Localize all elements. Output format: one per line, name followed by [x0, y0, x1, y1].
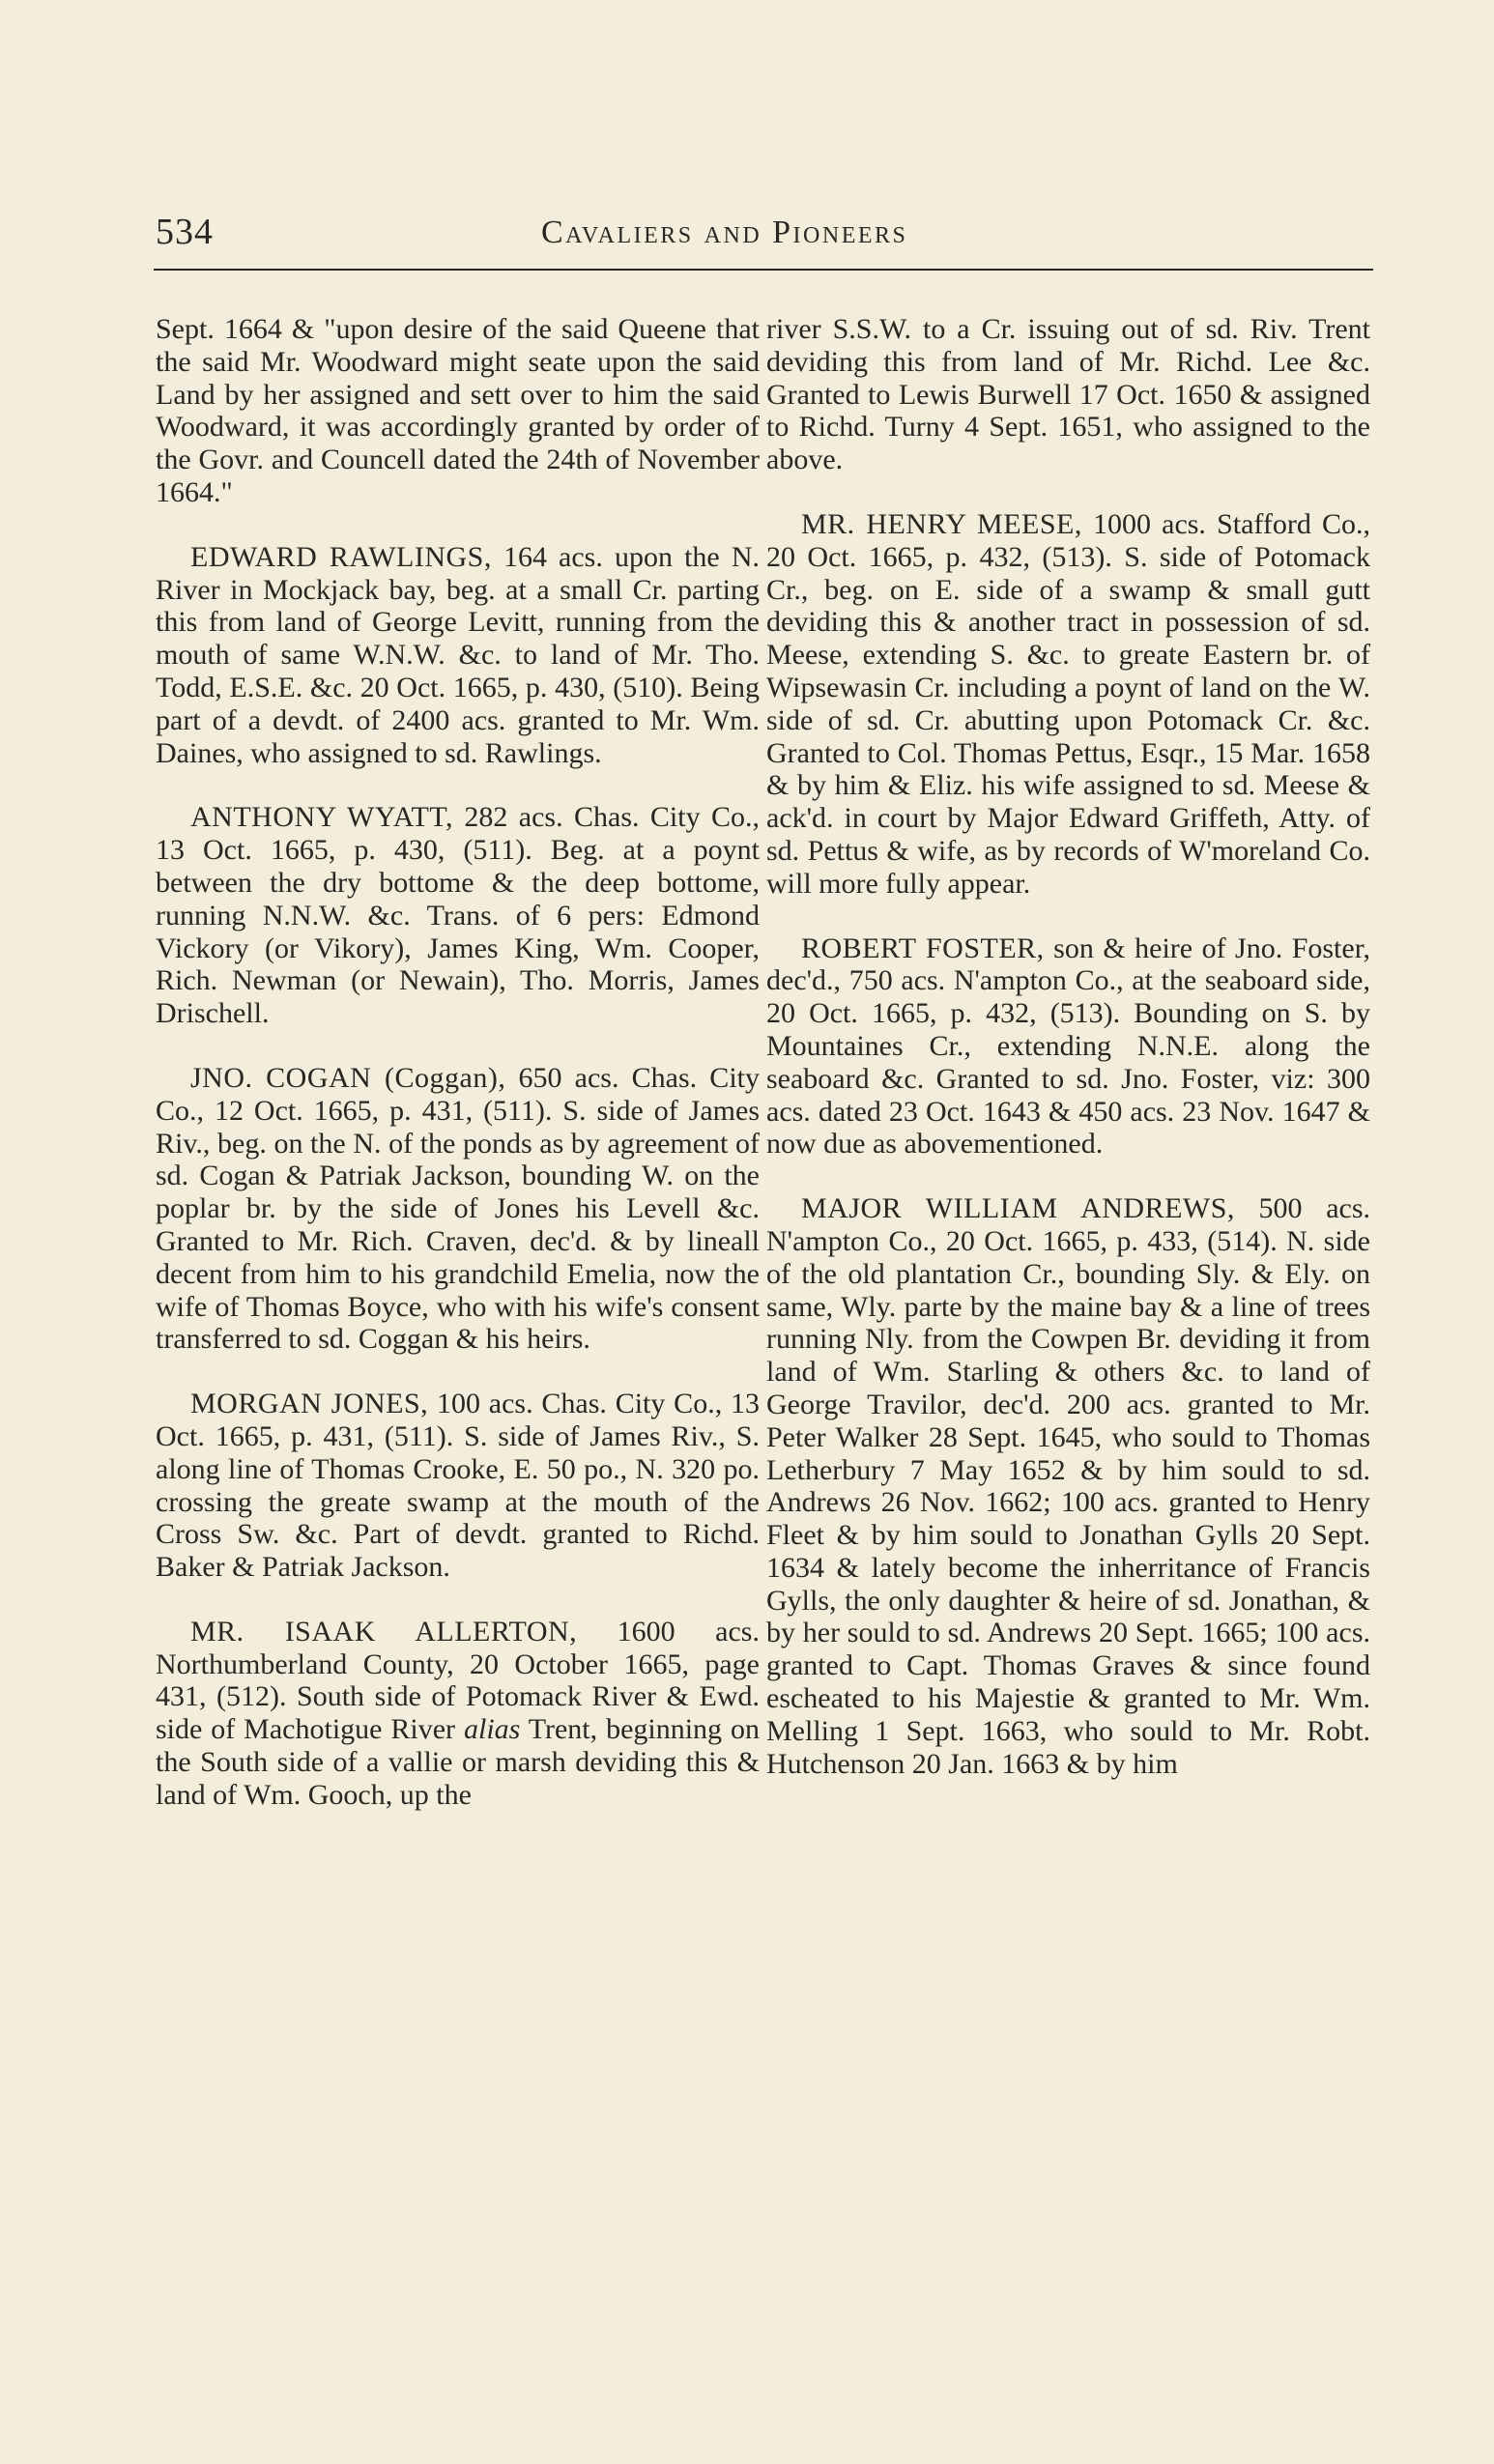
entry-text: 100 acs. Chas. City Co., 13 Oct. 1665, p. 431, (511). S. side of James Riv., S. along line of Thomas Crooke, E. 50 po., N. 320 po. crossing the greate swamp at the mouth of the Cross Sw. &c. Part of devdt. granted to Richd. Baker & Patriak Jackson. [156, 1388, 761, 1584]
land-grant-entry [156, 1062, 760, 1356]
land-grant-entry [766, 932, 1370, 1161]
entry-text: 164 acs. upon the N. River in Mockjack bay, beg. at a small Cr. parting this from land of George Levitt, running from the mouth of same W.N.W. &c. to land of Mr. Tho. Todd, E.S.E. &c. 20 Oct. 1665, p. 430, (510). Being part of a devdt. of 2400 acs. granted to Mr. Wm. Daines, who assigned to sd. Rawlings. [156, 540, 760, 769]
grantee-name: MAJOR WILLIAM ANDREWS, [801, 1192, 1235, 1225]
grantee-name: MR. ISAAK ALLERTON, [190, 1615, 578, 1647]
page-number: 534 [156, 212, 214, 252]
continued-paragraph: Sept. 1664 & "upon desire of the said Queene that the said Mr. Woodward might seate upon the said Land by her assigned and sett over to him the said Woodward, it was accordingly granted by order of the Govr. and Councell dated the 24th of November 1664." [156, 313, 760, 508]
entry-text: 1600 acs. Northumberland County, 20 October 1665, page 431, (512). South side of Potomack River & Ewd. side of Machotigue River [156, 1615, 760, 1746]
grantee-name: ANTHONY WYATT, [190, 801, 453, 834]
grantee-name: ROBERT FOSTER, [801, 931, 1045, 964]
grantee-name: EDWARD RAWLINGS, [190, 540, 492, 573]
entry-text: 1000 acs. Stafford Co., 20 Oct. 1665, p. 432, (513). S. side of Potomack Cr., beg. on E. side of a swamp & small gutt deviding this & another tract in possession of sd. Meese, extending S. &c. to greate Eastern br. of Wipsewasin Cr. including a poynt of land on the W. side of sd. Cr. abutting upon Potomack Cr. &c. Granted to Col. Thomas Pettus, Esqr., 15 Mar. 1658 & by him & Eliz. his wife assigned to sd. Meese & ack'd. in court by Major Edward Griffeth, Atty. of sd. Pettus & wife, as by records of W'moreland Co. will more fully appear. [766, 507, 1370, 900]
entry-text: 500 acs. N'ampton Co., 20 Oct. 1665, p. 433, (514). N. side of the old plantation Cr., bounding Sly. & Ely. on same, Wly. parte by the maine bay & a line of trees running Nly. from the Cowpen Br. deviding it from land of Wm. Starling & others &c. to land of George Travilor, dec'd. 200 acs. granted to Mr. Peter Walker 28 Sept. 1645, who sould to Thomas Letherbury 7 May 1652 & by him sould to sd. Andrews 26 Nov. 1662; 100 acs. granted to Henry Fleet & by him sould to Jonathan Gylls 20 Sept. 1634 & lately become the inherritance of Francis Gylls, the only daughter & heire of sd. Jonathan, & by her sould to sd. Andrews 20 Sept. 1665; 100 acs. granted to Capt. Thomas Graves & since found escheated to his Majestie & granted to Mr. Wm. Melling 1 Sept. 1663, who sould to Mr. Robt. Hutchenson 20 Jan. 1663 & by him [766, 1192, 1371, 1780]
entry-text: son & heire of Jno. Foster, dec'd., 750 acs. N'ampton Co., at the seaboard side, 20 Oct. 1665, p. 432, (513). Bounding on S. by Mountaines Cr., extending N.N.E. along the seaboard &c. Granted to sd. Jno. Foster, viz: 300 acs. dated 23 Oct. 1643 & 450 acs. 23 Nov. 1647 & now due as abovementioned. [766, 931, 1370, 1160]
right-column [766, 313, 1370, 1780]
left-column [156, 313, 760, 1812]
header-rule [154, 269, 1373, 271]
running-title: Cavaliers and Pioneers [541, 215, 908, 250]
grantee-name: MR. HENRY MEESE, [801, 507, 1082, 540]
land-grant-entry [156, 1616, 760, 1812]
land-grant-entry [156, 541, 760, 770]
land-grant-entry [156, 801, 760, 1030]
entry-text: Trent, beginning on the South side of a vallie or marsh deviding this & land of Wm. Gooch, up the [156, 1713, 760, 1811]
entry-text: 282 acs. Chas. City Co., 13 Oct. 1665, p. 430, (511). Beg. at a poynt between the dry bottome & the deep bottome, running N.N.W. &c. Trans. of 6 pers: Edmond Vickory (or Vikory), James King, Wm. Cooper, Rich. Newman (or Newain), Tho. Morris, James Drischell. [156, 801, 760, 1030]
grantee-name: JNO. COGAN (Coggan), [190, 1061, 506, 1094]
entry-text: 650 acs. Chas. City Co., 12 Oct. 1665, p. 431, (511). S. side of James Riv., beg. on the N. of the ponds as by agreement of sd. Cogan & Patriak Jackson, bounding W. on the poplar br. by the side of Jones his Levell &c. Granted to Mr. Rich. Craven, dec'd. & by lineall decent from him to his grandchild Emelia, now the wife of Thomas Boyce, who with his wife's consent transferred to sd. Coggan & his heirs. [156, 1061, 760, 1356]
land-grant-entry [766, 1192, 1370, 1780]
italic-word: alias [463, 1713, 521, 1746]
grantee-name: MORGAN JONES, [190, 1388, 429, 1420]
continued-paragraph: river S.S.W. to a Cr. issuing out of sd. Riv. Trent deviding this from land of Mr. Richd. Lee &c. Granted to Lewis Burwell 17 Oct. 1650 & assigned to Richd. Turny 4 Sept. 1651, who assigned to the above. [766, 313, 1370, 476]
land-grant-entry [766, 508, 1370, 901]
land-grant-entry [156, 1388, 760, 1584]
